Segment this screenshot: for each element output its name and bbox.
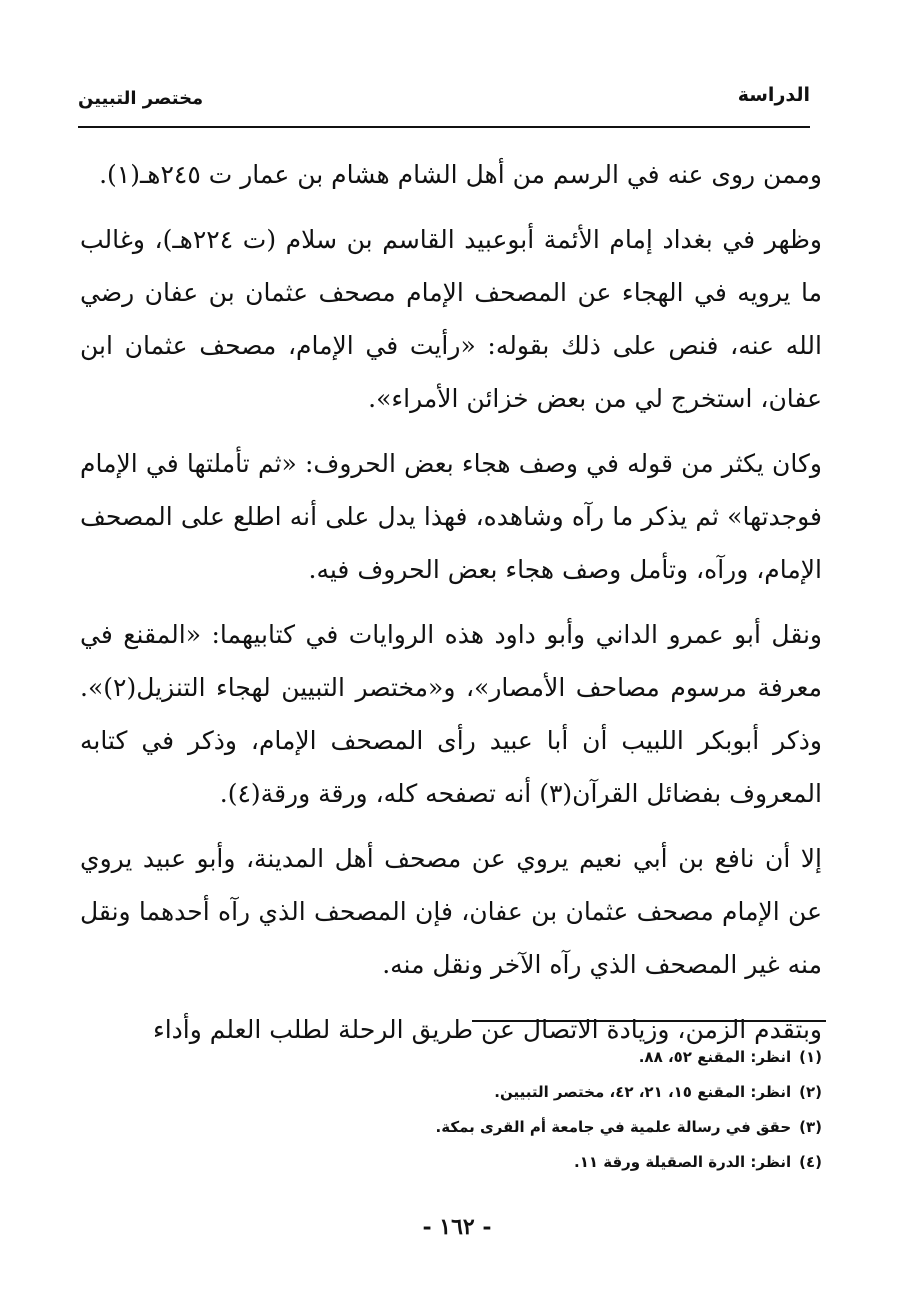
- book-title: مختصر التبيين: [78, 88, 204, 109]
- footnote-number: (٣): [799, 1118, 822, 1136]
- main-text: [80, 148, 822, 1068]
- footnote-number: (٤): [799, 1153, 822, 1171]
- footnote: [100, 1145, 822, 1180]
- footnote-number: (٢): [799, 1083, 822, 1101]
- footnote: [100, 1110, 822, 1145]
- paragraph: ونقل أبو عمرو الداني وأبو داود هذه الروايات في كتابيهما: «المقنع في معرفة مرسوم مصاحف الأمصار»، و«مختصر التبيين لهجاء التنزيل(٢)». وذكر أبوبكر اللبيب أن أبا عبيد رأى المصحف الإمام، وذكر في كتابه المعروف بفضائل القرآن(٣) أنه تصفحه كله، ورقة ورقة(٤).: [80, 620, 822, 808]
- footnote-separator: [472, 1020, 826, 1022]
- footnote-text: انظر: الدرة الصقيلة ورقة ١١.: [574, 1153, 792, 1171]
- page-number: - ١٦٢ -: [422, 1214, 492, 1240]
- paragraph: وممن روى عنه في الرسم من أهل الشام هشام بن عمار ت ٢٤٥هـ(١).: [99, 160, 822, 189]
- footnote: [100, 1040, 822, 1075]
- paragraph: وبتقدم الزمن، وزيادة الاتصال عن طريق الرحلة لطلب العلم وأداء: [152, 1015, 822, 1044]
- footnote-text: حقق في رسالة علمية في جامعة أم القرى بمكة.: [435, 1118, 792, 1136]
- paragraph: وظهر في بغداد إمام الأئمة أبوعبيد القاسم بن سلام (ت ٢٢٤هـ)، وغالب ما يرويه في الهجاء عن المصحف الإمام مصحف عثمان بن عفان رضي الله عنه، فنص على ذلك بقوله: «رأيت في الإمام، مصحف عثمان ابن عفان، استخرج لي من بعض خزائن الأمراء».: [80, 225, 822, 413]
- paragraph: إلا أن نافع بن أبي نعيم يروي عن مصحف أهل المدينة، وأبو عبيد يروي عن الإمام مصحف عثمان بن عفان، فإن المصحف الذي رآه أحدهما ونقل منه غير المصحف الذي رآه الآخر ونقل منه.: [80, 844, 822, 979]
- footnote-number: (١): [799, 1048, 822, 1066]
- footnotes: [100, 1040, 822, 1180]
- paragraph: وكان يكثر من قوله في وصف هجاء بعض الحروف: «ثم تأملتها في الإمام فوجدتها» ثم يذكر ما رآه وشاهده، فهذا يدل على أنه اطلع على المصحف الإمام، ورآه، وتأمل وصف هجاء بعض الحروف فيه.: [80, 449, 822, 584]
- running-header: [78, 78, 810, 114]
- footnote: [100, 1075, 822, 1110]
- footnote-text: انظر: المقنع ٥٢، ٨٨.: [638, 1048, 792, 1066]
- section-title: الدراسة: [737, 84, 810, 106]
- header-rule: [78, 126, 810, 128]
- footnote-text: انظر: المقنع ١٥، ٢١، ٤٢، مختصر التبيين.: [494, 1083, 792, 1101]
